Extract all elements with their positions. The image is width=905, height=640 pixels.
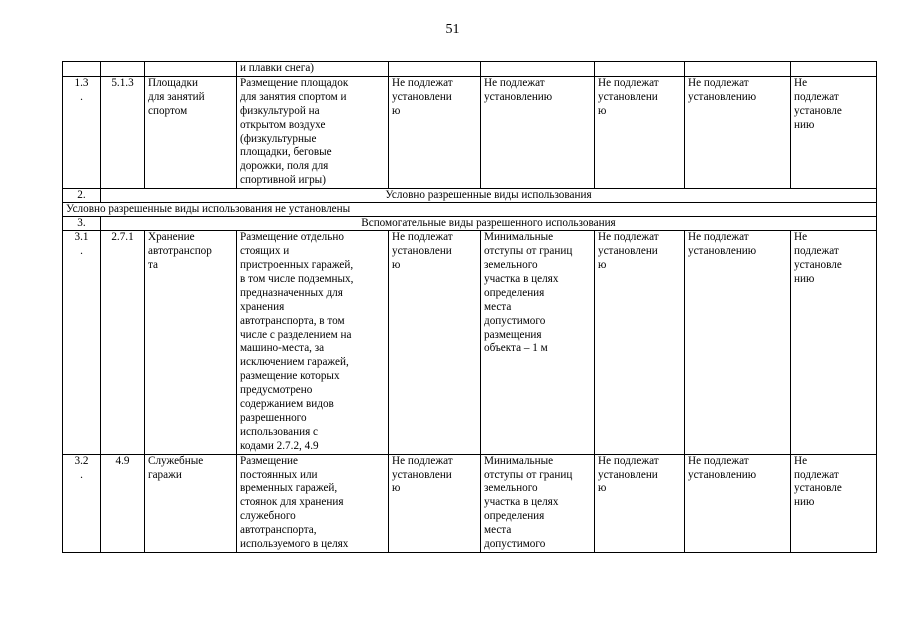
land-use-table — [62, 61, 877, 553]
table-row — [63, 62, 877, 77]
cell-parameter: Не подлежат установле нию — [794, 76, 842, 131]
cell-parameter: Не подлежат установлени ю — [392, 231, 453, 271]
cell-number: 1.3 . — [74, 76, 89, 103]
cell-description: Размещение площадок для занятия спортом и физкультурой на открытом воздухе (физкультурные площадки, беговые дорожки, поля для спортивной игры) — [240, 76, 349, 187]
section-title: Вспомогательные виды разрешенного использования — [361, 217, 616, 230]
table-row — [63, 454, 877, 552]
cell-parameter: Не подлежат установлени ю — [392, 76, 453, 117]
cell-description: Размещение отдельно стоящих и пристроенных гаражей, в том числе подземных, предназначенных для хранения автотранспорта, в том числе с разделением на машино-места, за исключением гаражей, размещение которых предусмотрено содержанием видов разрешенного использования с кодами 2.7.2, 4.9 — [240, 231, 354, 452]
section-title: Условно разрешенные виды использования — [385, 189, 592, 202]
cell-parameter: Не подлежат установле нию — [794, 454, 842, 509]
section-header-row — [63, 217, 877, 231]
cell-name: Служебные гаражи — [148, 454, 204, 481]
cell-code: 2.7.1 — [111, 231, 134, 244]
cell-name: Площадки для занятий спортом — [148, 76, 205, 117]
section-number: 3. — [77, 217, 86, 230]
cell-number: 3.2 . — [74, 454, 89, 481]
cell-parameter: Не подлежат установле нию — [794, 231, 842, 285]
section-header-row — [63, 189, 877, 203]
cell-parameter: Не подлежат установлению — [688, 76, 757, 103]
cell-code: 4.9 — [115, 454, 130, 467]
cell-number: 3.1 . — [74, 231, 89, 258]
cell-parameter: Минимальные отступы от границ земельного участка в целях определения места допустимого размещения объекта – 1 м — [484, 231, 573, 355]
cell-description: Размещение постоянных или временных гаражей, стоянок для хранения служебного автотранспорта, используемого в целях — [240, 454, 349, 551]
cell-parameter: Не подлежат установлени ю — [598, 76, 659, 117]
cell-parameter: Не подлежат установлению — [688, 231, 757, 258]
note-row — [63, 203, 877, 217]
cell-parameter: Не подлежат установлени ю — [598, 454, 659, 495]
cell-parameter: Минимальные отступы от границ земельного участка в целях определения места допустимого — [484, 454, 573, 551]
cell-parameter: Не подлежат установлению — [688, 454, 757, 481]
cell-parameter: Не подлежат установлению — [484, 76, 553, 103]
cell-parameter: Не подлежат установлени ю — [598, 231, 659, 271]
section-number: 2. — [77, 189, 86, 202]
page-number: 51 — [445, 22, 460, 37]
table-row — [63, 76, 877, 188]
cell-code: 5.1.3 — [111, 76, 134, 89]
cell-name: Хранение автотранспор та — [148, 231, 212, 271]
cell-parameter: Не подлежат установлени ю — [392, 454, 453, 495]
section-note: Условно разрешенные виды использования не установлены — [66, 203, 351, 216]
table-row — [63, 231, 877, 455]
cell-description: и плавки снега) — [240, 62, 315, 74]
